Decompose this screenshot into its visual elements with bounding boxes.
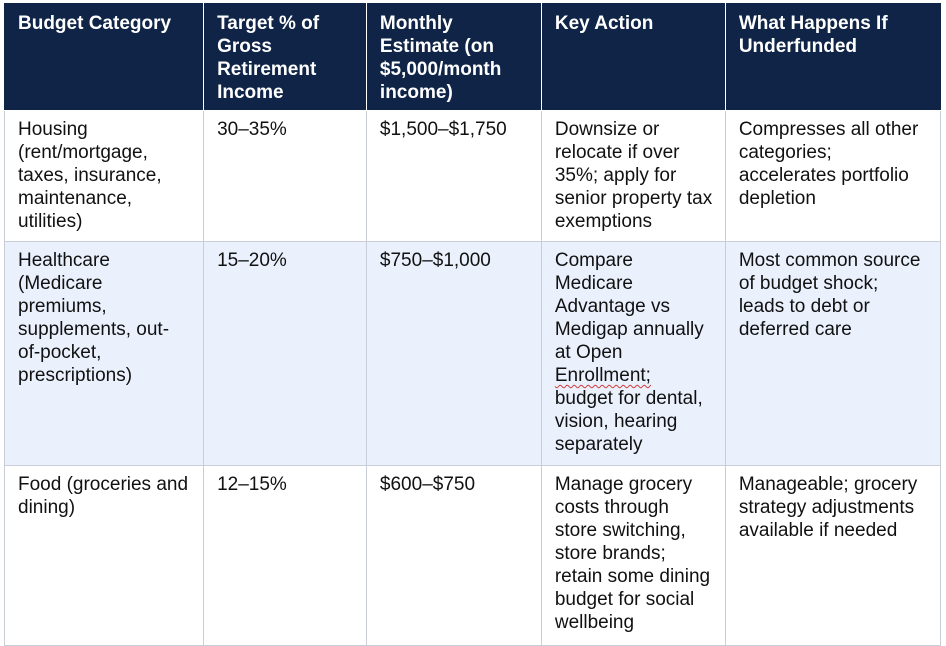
header-monthly-estimate: Monthly Estimate (on $5,000/month income) [366,4,541,111]
table-header-row [5,4,941,111]
header-target-percent: Target % of Gross Retirement Income [204,4,367,111]
action-cell [541,242,725,466]
table-row [5,466,941,646]
retirement-budget-table [4,3,941,646]
spellcheck-flagged-word[interactable]: Enrollment; [554,365,651,386]
action-text-end: budget for dental, vision, hearing separately [554,388,703,455]
underfunded-cell: Compresses all other categories; accelerates portfolio depletion [725,111,940,242]
target-cell: 30–35% [204,111,367,242]
underfunded-cell: Manageable; grocery strategy adjustments available if needed [725,466,940,646]
action-cell: Downsize or relocate if over 35%; apply for senior property tax exemptions [541,111,725,242]
table-row [5,111,941,242]
action-text-start: Compare Medicare Advantage vs Medigap annually at Open [554,250,704,363]
action-cell: Manage grocery costs through store switching, store brands; retain some dining budget for social wellbeing [541,466,725,646]
target-cell: 15–20% [204,242,367,466]
category-cell: Food (groceries and dining) [5,466,204,646]
header-underfunded: What Happens If Underfunded [725,4,940,111]
category-cell: Housing (rent/mortgage, taxes, insurance, maintenance, utilities) [5,111,204,242]
estimate-cell: $750–$1,000 [366,242,541,466]
target-cell: 12–15% [204,466,367,646]
category-cell: Healthcare (Medicare premiums, supplements, out-of-pocket, prescriptions) [5,242,204,466]
estimate-cell: $1,500–$1,750 [366,111,541,242]
header-key-action: Key Action [541,4,725,111]
underfunded-cell: Most common source of budget shock; leads to debt or deferred care [725,242,940,466]
table-row [5,242,941,466]
estimate-cell: $600–$750 [366,466,541,646]
header-budget-category: Budget Category [5,4,204,111]
